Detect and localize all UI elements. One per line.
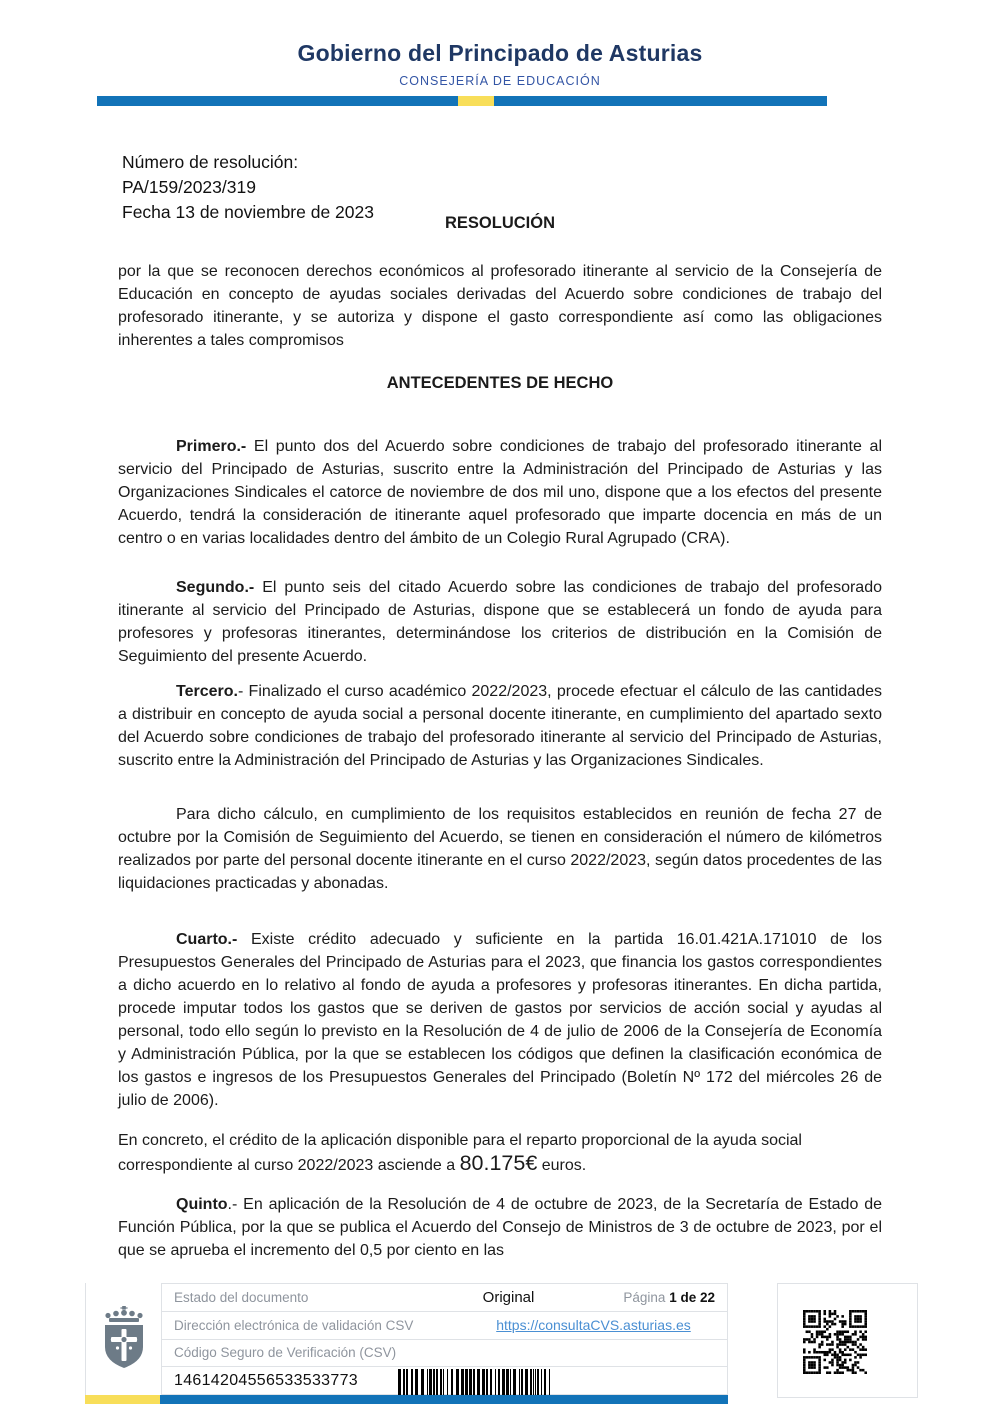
csv-barcode-icon	[398, 1369, 550, 1398]
paragraph-tercero-text: - Finalizado el curso académico 2022/2023, procede efectuar el cálculo de las cantidades a distribuir en concepto de ayuda social a personal docente itinerante, en cumplimiento del apartado sexto del Acuerdo sobre condiciones de trabajo del profesorado itinerante al servicio del Principado de Asturias, suscrito entre la Administración del Principado de Asturias y las Organizaciones Sindicales.	[118, 683, 882, 769]
heading-antecedentes: ANTECEDENTES DE HECHO	[386, 374, 614, 392]
paragraph-concreto-after: euros.	[537, 1157, 587, 1174]
paragraph-cuarto-label: Cuarto.-	[176, 931, 238, 948]
paragraph-concreto	[118, 1129, 882, 1177]
qr-code-icon	[803, 1310, 867, 1374]
resolution-number-value: PA/159/2023/319	[122, 177, 256, 197]
paragraph-tercero	[118, 680, 882, 772]
csv-url-label: Dirección electrónica de validación CSV	[174, 1317, 414, 1333]
qr-code-box	[777, 1283, 918, 1398]
emblem-cell	[85, 1283, 161, 1395]
paragraph-concreto-before: En concreto, el crédito de la aplicación disponible para el reparto proporcional de la ayuda social correspondiente al curso 2022/2023 asciende a	[118, 1132, 802, 1174]
paragraph-tercero-label: Tercero.	[176, 683, 238, 700]
paragraph-calculo: Para dicho cálculo, en cumplimiento de los requisitos establecidos en reunión de fecha 27 de octubre por la Comisión de Seguimiento del Acuerdo, se tienen en consideración el número de kilómetros realizados por parte del personal docente itinerante en el curso 2022/2023, según datos procedentes de las liquidaciones practicadas y abonadas.	[118, 806, 882, 892]
row-csv-code	[162, 1367, 727, 1394]
header-divider-bar	[97, 96, 827, 106]
paragraph-cuarto-text: Existe crédito adecuado y suficiente en la partida 16.01.421A.171010 de los Presupuestos Generales del Principado de Asturias para el 2023, que financia los gastos correspondientes a dicho acuerdo en lo relativo al fondo de ayuda a profesores y profesoras itinerantes. En dicha partida, procede imputar todos los gastos que se deriven de gastos por servicios de acción social y ayudas al personal, todo ello según lo previsto en la Resolución de 4 de julio de 2006 de la Consejería de Economía y Administración Pública, por la que se establecen los códigos que definen la clasificación económica de los gastos e ingresos de los Presupuestos Generales del Principado (Boletín Nº 172 del miércoles 26 de julio de 2006).	[118, 931, 882, 1109]
paragraph-segundo-text: El punto seis del citado Acuerdo sobre las condiciones de trabajo del profesorado itinerante al servicio del Principado de Asturias, dispone que se establecerá un fondo de ayuda para profesores y profesoras itinerantes, determinándose los criterios de distribución en la Comisión de Seguimiento del presente Acuerdo.	[118, 579, 882, 665]
credit-amount: 80.175€	[459, 1151, 538, 1175]
asturias-coat-of-arms-icon	[101, 1306, 147, 1372]
footer-divider-bar	[85, 1395, 728, 1404]
paragraph-segundo-label: Segundo.-	[176, 579, 255, 596]
page-value: 1 de 22	[669, 1289, 715, 1305]
paragraph-primero-label: Primero.-	[176, 438, 247, 455]
heading-resolucion: RESOLUCIÓN	[444, 214, 555, 232]
header-divider-yellow-segment	[458, 96, 494, 106]
csv-validation-link[interactable]: https://consultaCVS.asturias.es	[496, 1317, 691, 1334]
page-subtitle: CONSEJERÍA DE EDUCACIÓN	[399, 74, 601, 88]
paragraph-segundo	[118, 576, 882, 668]
paragraph-quinto-label: Quinto	[176, 1196, 228, 1213]
page-label: Página	[623, 1289, 666, 1305]
paragraph-intro: por la que se reconocen derechos económicos al profesorado itinerante al servicio de la Consejería de Educación en concepto de ayudas sociales derivadas del Acuerdo sobre condiciones de trabajo del profesorado itinerante, y se autoriza y dispone el gasto correspondiente así como las obligaciones inherentes a tales compromisos	[118, 263, 882, 349]
validation-table	[161, 1283, 728, 1395]
page-indicator	[545, 1290, 715, 1305]
page-title: Gobierno del Principado de Asturias	[297, 40, 703, 66]
validation-footer	[85, 1283, 728, 1395]
row-csv-label	[162, 1340, 727, 1368]
paragraph-quinto	[118, 1193, 882, 1262]
paragraph-primero-text: El punto dos del Acuerdo sobre condiciones de trabajo del profesorado itinerante al servicio del Principado de Asturias, suscrito entre la Administración del Principado de Asturias y las Organizaciones Sindicales el catorce de noviembre de dos mil uno, dispone que a los efectos del presente Acuerdo, tendrá la consideración de itinerante aquel profesorado que imparte docencia en más de un centro o en varias localidades dentro del ámbito de un Colegio Rural Agrupado (CRA).	[118, 438, 882, 547]
csv-code-label: Código Seguro de Verificación (CSV)	[174, 1345, 397, 1361]
paragraph-primero	[118, 435, 882, 550]
row-estado	[162, 1284, 727, 1312]
paragraph-cuarto	[118, 928, 882, 1112]
estado-value: Original	[482, 1288, 535, 1306]
estado-label: Estado del documento	[174, 1289, 309, 1305]
csv-code-value: 14614204556533533773	[174, 1371, 358, 1389]
paragraph-quinto-text: .- En aplicación de la Resolución de 4 de octubre de 2023, de la Secretaría de Estado de Función Pública, por la que se publica el Acuerdo del Consejo de Ministros de 3 de octubre de 2023, por el que se aprueba el incremento del 0,5 por ciento en las	[118, 1196, 882, 1259]
resolution-date: Fecha 13 de noviembre de 2023	[122, 202, 374, 222]
footer-divider-yellow-segment	[85, 1395, 160, 1404]
row-csv-url	[162, 1312, 727, 1340]
resolution-number-label: Número de resolución:	[122, 152, 299, 172]
